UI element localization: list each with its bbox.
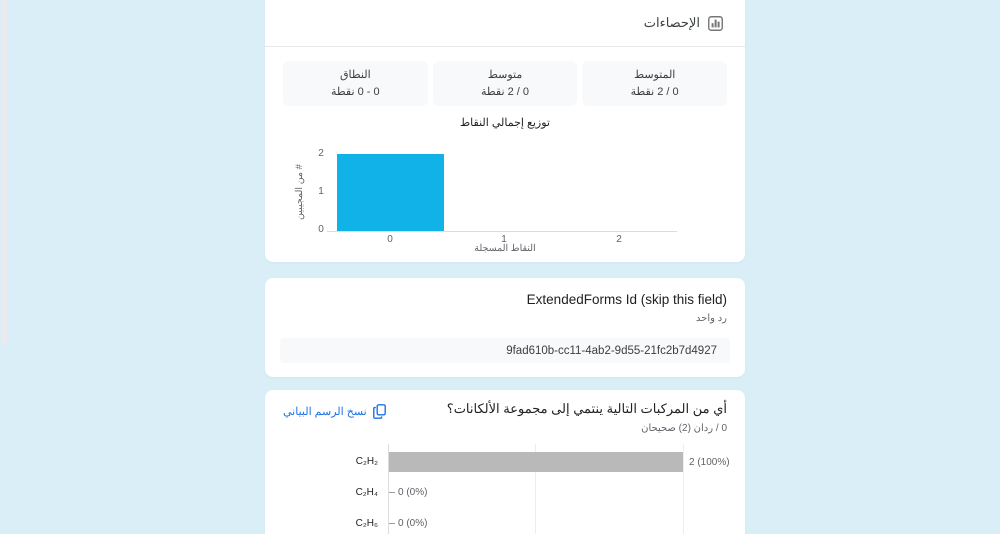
statistics-card <box>265 0 745 262</box>
x-tick-2: 2 <box>616 234 622 245</box>
option-label-c2h4: C₂H₄ <box>355 487 378 498</box>
question-header <box>265 390 745 434</box>
statistics-header <box>265 0 745 47</box>
option-value: 0 (0%) <box>398 518 428 529</box>
stat-value: 0 / 2 نقطة <box>480 86 529 98</box>
stat-value: 0 / 2 نقطة <box>630 86 679 98</box>
option-label-c2h2: C₂H₂ <box>355 456 378 467</box>
question-card <box>265 390 745 534</box>
copy-icon <box>373 404 386 419</box>
stat-box-range <box>283 61 428 106</box>
response-value: 9fad610b-cc11-4ab2-9d55-21fc2b7d4927 <box>506 344 717 357</box>
copy-chart-label: نسخ الرسم البياني <box>283 406 367 418</box>
extendedforms-id-card <box>265 278 745 377</box>
x-tick-1: 1 <box>501 234 507 245</box>
stat-box-median <box>433 61 578 106</box>
stat-label: النطاق <box>340 69 371 81</box>
y-tick-0: 0 <box>318 224 324 235</box>
x-tick-0: 0 <box>387 234 393 245</box>
question-correct-summary: 0 / ردان (2) صحيحان <box>641 423 727 434</box>
stat-box-average <box>582 61 727 106</box>
histogram-title: توزيع إجمالي النقاط <box>460 117 550 129</box>
option-zero-tick <box>389 492 395 493</box>
copy-chart-button[interactable] <box>283 404 386 419</box>
stat-summary-row <box>283 61 727 106</box>
option-value: 0 (0%) <box>398 487 428 498</box>
stat-value: 0 - 0 نقطة <box>331 86 380 98</box>
stat-label: متوسط <box>487 69 523 81</box>
option-value: 2 (100%) <box>689 457 730 468</box>
bar-chart-gridline <box>683 444 684 534</box>
question-text-block <box>447 401 727 434</box>
histogram-bar <box>337 154 444 231</box>
option-label-c2h6: C₂H₆ <box>355 518 378 529</box>
response-value-bar <box>280 338 730 363</box>
y-tick-2: 2 <box>318 148 324 159</box>
histogram-baseline <box>327 231 677 232</box>
histogram-y-axis-label: # من المجيبين <box>294 164 305 220</box>
poll-chart-icon <box>708 16 723 31</box>
page-scrollbar[interactable] <box>1 0 7 345</box>
question-title: أي من المركبات التالية ينتمي إلى مجموعة الألكانات؟ <box>446 401 727 416</box>
histogram-x-axis-label: النقاط المسجلة <box>474 243 536 254</box>
option-zero-tick <box>389 523 395 524</box>
option-bar <box>389 452 683 472</box>
y-tick-1: 1 <box>318 186 324 197</box>
statistics-title: الإحصاءات <box>643 15 700 30</box>
response-count: رد واحد <box>695 313 727 324</box>
stat-label: المتوسط <box>633 69 676 81</box>
field-title: ExtendedForms Id (skip this field) <box>526 292 727 307</box>
